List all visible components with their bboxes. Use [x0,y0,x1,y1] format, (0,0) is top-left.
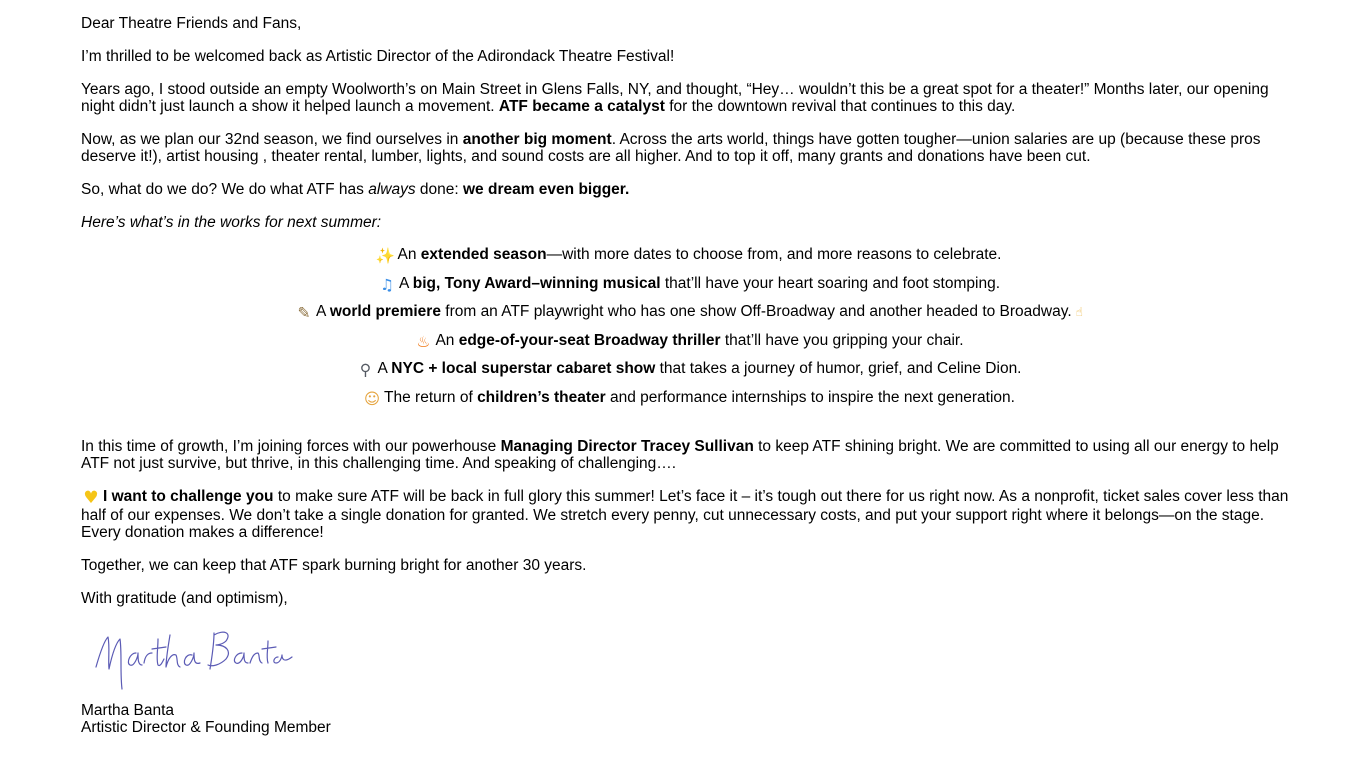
big-moment-bold: another big moment [462,131,612,148]
challenge-bold: I want to challenge you [103,488,274,505]
season-paragraph [81,131,1296,165]
child-icon: ☺ [363,389,381,408]
list-item [81,298,1296,327]
always-italic: always [368,181,416,198]
signature-title: Artistic Director & Founding Member [81,719,331,736]
what-middle: done: [415,181,463,198]
closing-line: With gratitude (and optimism), [81,590,288,607]
season-after: . Across the arts world, things have gotten tougher—union salaries are up (because these pros deserve it!), artist housing , theater rental, lumber, lights, and sound costs are all higher. And to top it off, many grants and donations have been cut. [81,131,1261,165]
growth-paragraph [81,438,1296,472]
item-bold: world premiere [329,303,441,320]
item-bold: edge-of-your-seat Broadway thriller [458,331,721,349]
microphone-icon: ⚲ [359,361,372,379]
list-item [81,270,1296,299]
item-before: A [316,303,330,320]
greeting: Dear Theatre Friends and Fans, [81,15,302,32]
crossed-fingers-icon: ☝ [1075,305,1083,319]
fire-icon: ♨ [416,332,431,351]
sparkles-icon: ✨ [375,247,396,265]
catalyst-bold: ATF became a catalyst [498,98,665,115]
works-intro [81,214,1296,231]
what-before: So, what do we do? We do what ATF has [81,181,369,198]
growth-after: to keep ATF shining bright. We are committed to using all our energy to help ATF not just survive, but thrive, in this challenging time. And speaking of challenging…. [81,438,1279,472]
item-before: The return of [384,388,478,406]
item-bold: children’s theater [477,388,606,406]
item-before: A [377,360,392,377]
item-before: An [435,331,459,349]
item-after: —with more dates to choose from, and more reasons to celebrate. [546,246,1002,263]
list-item [81,355,1296,384]
list-item [81,327,1296,356]
memo-icon: ✎ [297,304,311,322]
item-after: and performance internships to inspire the next generation. [605,388,1015,406]
intro-paragraph: I’m thrilled to be welcomed back as Artistic Director of the Adirondack Theatre Festival! [81,48,675,65]
woolworth-after: for the downtown revival that continues to this day. [664,98,1016,115]
item-bold: big, Tony Award–winning musical [412,274,661,292]
signature-name: Martha Banta [81,702,175,719]
what-to-do-paragraph [81,181,1296,198]
growth-before: In this time of growth, I’m joining forces with our powerhouse [81,438,501,455]
yellow-heart-icon: ♥ [83,488,99,508]
woolworth-text: Years ago, I stood outside an empty Woolworth’s on Main Street in Glens Falls, NY, and thought, “Hey… wouldn’t this be a great spot for a theater!” Months later, our opening night didn’t just launch a show it helped launch a movement. [81,81,1269,115]
works-intro-italic: Here’s what’s in the works for next summer: [81,214,382,231]
challenge-paragraph [81,488,1296,541]
together-paragraph: Together, we can keep that ATF spark burning bright for another 30 years. [81,557,587,574]
letter-body [81,15,1296,607]
managing-director-bold: Managing Director Tracey Sullivan [500,438,754,455]
woolworth-paragraph [81,81,1296,115]
list-item [81,241,1296,270]
works-list [81,241,1296,412]
season-before: Now, as we plan our 32nd season, we find ourselves in [81,131,463,148]
item-before: An [397,246,421,263]
musical-note-icon: ♫ [380,275,394,294]
item-after: that takes a journey of humor, grief, and Celine Dion. [655,360,1022,377]
item-after: from an ATF playwright who has one show Off-Broadway and another headed to Broadway. [440,303,1072,320]
item-bold: extended season [420,246,547,263]
item-after: that’ll have you gripping your chair. [720,331,964,349]
list-item [81,384,1296,413]
item-after: that’ll have your heart soaring and foot stomping. [660,274,1001,292]
item-before: A [398,274,413,292]
item-bold: NYC + local superstar cabaret show [391,360,656,377]
handwritten-signature [92,623,297,695]
dream-bigger-bold: we dream even bigger. [463,181,630,198]
challenge-after: to make sure ATF will be back in full glory this summer! Let’s face it – it’s tough out there for us right now. As a nonprofit, ticket sales cover less than half of our expenses. We don’t take a single donation for granted. We stretch every penny, cut unnecessary costs, and put your support right where it belongs—on the stage. Every donation makes a difference! [81,488,1289,541]
